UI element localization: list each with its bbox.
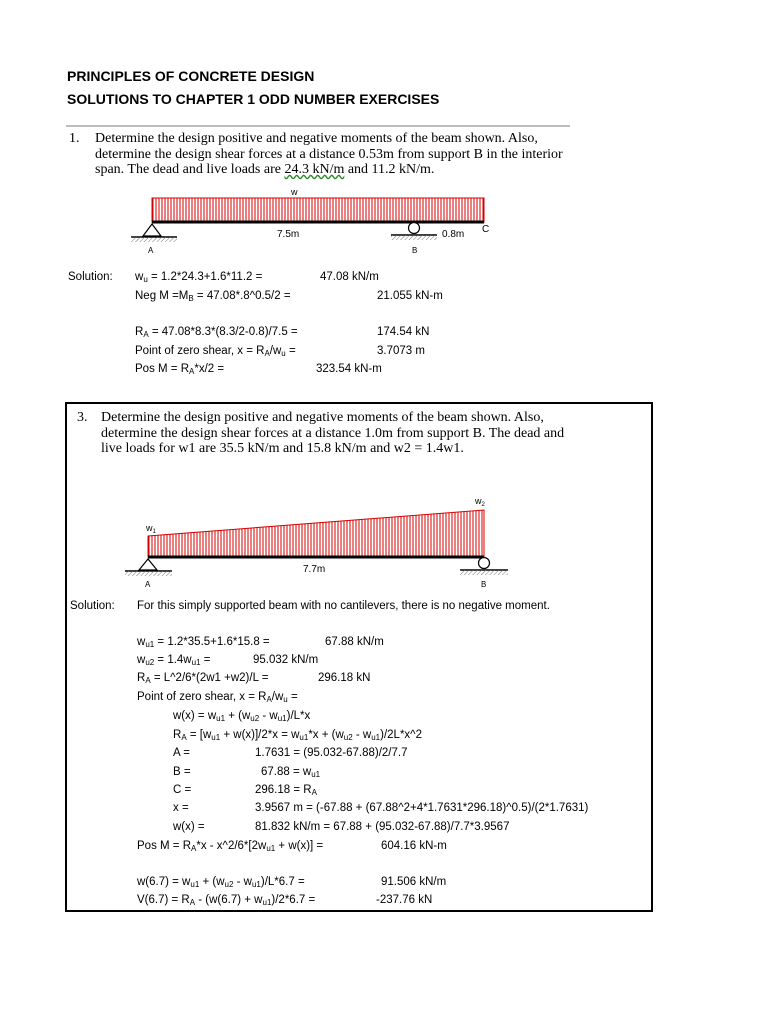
solution3-line: $w_{u1} = 1.2*35.5+1.6*15.8$ = (137, 636, 270, 649)
problem3-text-line2: determine the design shear forces at a distance 1.0m from support B. The dead and (101, 426, 565, 441)
solution1-value: 174.54 kN (377, 326, 430, 338)
solution1-value: 21.055 kN-m (377, 290, 443, 302)
solution1-line: Neg $M =M_B$ = 47.08*.8^0.5/2 = (135, 290, 291, 303)
solution3-line: Point of zero shear, $x = R_A/w_u$ = (137, 691, 298, 704)
problem3-text-line1: Determine the design positive and negative moments of the beam shown. Also, (101, 410, 544, 425)
problem1-text-line3 (95, 162, 434, 177)
solution3-value: 81.832 kN/m = 67.88 + (95.032-67.88)/7.7*3.9567 (255, 821, 510, 833)
ground-hatch (391, 235, 437, 240)
document-subtitle: SOLUTIONS TO CHAPTER 1 ODD NUMBER EXERCISES (67, 91, 440, 107)
solution3-value: $296.18 = R_A$ (255, 784, 317, 797)
solution3-line: $R_A = [w_{u1} + w(x)]/2*x = w_{u1}*x + (w_{u2}$ - $w_{u1})/2L*x\^{}2$ (173, 729, 422, 742)
beam-diagram-3 (118, 488, 528, 593)
solution3-value: 1.7631 = (95.032-67.88)/2/7.7 (255, 747, 408, 759)
solution3-line: Pos $M = R_A*x$ - $x\^{}2/6*[2w_{u1} + w(x)]$ = (137, 840, 324, 853)
solution3-line: B = (173, 766, 191, 778)
roller-support-b (479, 558, 490, 569)
solution3-line: A = (173, 747, 190, 759)
solution1-line: Point of zero shear, $x = R_A/w_u$ = (135, 345, 296, 358)
end-c-label: C (482, 224, 490, 235)
solution1-line: $R_A = 47.08*8.3*(8.3/2-0.8)/7.5$ = (135, 326, 298, 339)
span-label: 7.5m (277, 229, 300, 240)
trapezoidal-load (148, 510, 484, 557)
support-a-label: A (145, 580, 151, 589)
solution3-value: $67.88 = w_{u1}$ (261, 766, 321, 779)
problem1-dead-load: 24.3 kN/m (284, 162, 345, 177)
problem1-text-part: span. The dead and live loads are (95, 162, 285, 177)
divider (66, 125, 570, 127)
beam-diagram-1 (125, 180, 525, 260)
problem3-number: 3. (77, 410, 88, 425)
problem3-text-line3: live loads for w1 are 35.5 kN/m and 15.8 kN/m and w2 = 1.4w1. (101, 441, 464, 456)
ground-hatch (131, 237, 177, 242)
solution3-line: $V(6.7) = R_A - (w(6.7) + w_{u1})/2*6.7$ = (137, 894, 316, 907)
w1-label: $w_1$ (146, 523, 156, 535)
solution3-line: C = (173, 784, 192, 796)
solution3-line: w(x) = (173, 821, 205, 833)
document-title: PRINCIPLES OF CONCRETE DESIGN (67, 68, 315, 84)
solution1-value: 3.7073 m (377, 345, 425, 357)
ground-hatch (460, 570, 508, 575)
solution3-intro: For this simply supported beam with no cantilevers, there is no negative moment. (137, 600, 550, 612)
problem1-text-line1: Determine the design positive and negative moments of the beam shown. Also, (95, 131, 538, 146)
support-b-label: B (481, 580, 487, 589)
solution3-value: 3.9567 m = (-67.88 + (67.88^2+4*1.7631*296.18)^0.5)/(2*1.7631) (255, 802, 589, 814)
solution3-line: $w_{u2} = 1.4w_{u1}$ = (137, 654, 211, 667)
load-label: w (291, 187, 298, 197)
solution3-label: Solution: (70, 600, 115, 612)
solution3-value: 604.16 kN-m (381, 840, 447, 852)
solution1-label: Solution: (68, 271, 113, 283)
problem1-number: 1. (69, 131, 80, 146)
solution3-line: $w(6.7) = w_{u1} + (w_{u2} - w_{u1})/L*6.7$ = (137, 876, 305, 889)
problem1-text-part: and 11.2 kN/m. (344, 162, 435, 177)
problem1-text-line2: determine the design shear forces at a distance 0.53m from support B in the interior (95, 147, 563, 162)
solution3-line: $R_A$ = L^2/6*(2w1 +w2)/L = (137, 672, 269, 685)
support-a-label: A (148, 246, 154, 255)
support-b-label: B (412, 246, 418, 255)
solution3-value: 296.18 kN (318, 672, 371, 684)
w2-label: $w_2$ (475, 496, 485, 508)
pin-support-a (139, 559, 157, 570)
solution3-value: 95.032 kN/m (253, 654, 319, 666)
overhang-label: 0.8m (442, 229, 465, 240)
solution3-value: 91.506 kN/m (381, 876, 447, 888)
roller-support-b (409, 223, 420, 234)
distributed-load (152, 198, 484, 222)
solution3-value: -237.76 kN (376, 894, 433, 906)
pin-support-a (143, 224, 161, 236)
solution1-line: Pos $M = R_A*x/2$ = (135, 363, 225, 376)
solution3-line: $w(x) = w_{u1} + (w_{u2} - w_{u1})/L*x$ (173, 710, 311, 723)
solution3-value: 67.88 kN/m (325, 636, 384, 648)
solution1-value: 47.08 kN/m (320, 271, 379, 283)
span-label: 7.7m (303, 564, 326, 575)
solution1-line: $w_u = 1.2*24.3+1.6*11.2$ = (135, 271, 263, 284)
solution3-line: x = (173, 802, 189, 814)
solution1-value: 323.54 kN-m (316, 363, 382, 375)
ground-hatch (125, 571, 172, 576)
